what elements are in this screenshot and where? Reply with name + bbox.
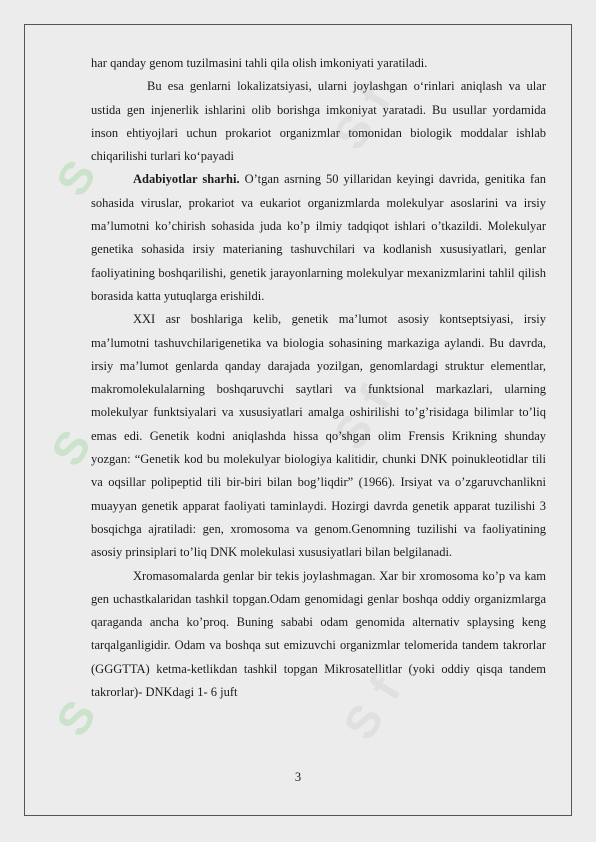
watermark-mark: S f [323, 75, 402, 159]
section-heading: Adabiyotlar sharhi. [133, 172, 240, 187]
document-body [91, 52, 546, 704]
watermark-mark: S [45, 149, 108, 205]
paragraph: Xromasomalarda genlar bir tekis joylashmagan. Xar bir xromosoma ko’p va kam gen uchastkalaridan tashkil topgan.Odam genomidagi genlar boshqa oddiy organizmlarga qaraganda ancha ko’proq. Buning sababi odam genomida alternativ splaysing keng tarqalganligidir. Odam va boshqa sut emizuvchi organizmlar telomerida tandem takrorlar (GGGTTA) ketma-ketlikdan tashkil topgan Mikrosatellitlar (yoki oddiy qisqa tandem takrorlar)- DNKdagi 1- 6 juft [91, 568, 546, 700]
page-number: 3 [294, 770, 302, 784]
paragraph: har qanday genom tuzilmasini tahli qila olish imkoniyati yaratiladi. [91, 56, 428, 70]
watermark-mark: S [40, 419, 103, 475]
watermark-mark: S [45, 689, 108, 745]
watermark-mark: S f [333, 665, 412, 749]
paragraph: XXI asr boshlariga kelib, genetik ma’lumot asosiy kontseptsiyasi, irsiy ma’lumotni tashuvchilarigenetika va biologia sohasining markaziga aylandi. Bu davrda, irsiy ma’lumot genlarda qanday darajada yozilgan, genomlardagi struktur elementlar, makromolekulalarning boshqaruvchi saytlari va funktsional markazlari, ularning molekulyar funktsiyalari va xususiyatlari amalga oshirilishi to’g’risidaga bilimlar to’liq emas edi. Genetik kodni aniqlashda hissa qo’shgan olim Frensis Krikning shunday yozgan: “Genetik kod bu molekulyar biologiya kalitidir, chunki DNK poinukleotidlar tili va oqsillar polipeptid tili bir-biri bilan bog’liqdir” (1966). Irsiyat va o’zgaruvchanlikni muayyan genetik apparat faoliyati taminlaydi. Hozirgi davrda genetik apparat tuzilishi 3 bosqichga ajratiladi: gen, xromosoma va genom.Genomning tuzilishi va faoliyatining asosiy prinsiplari to’liq DNK molekulasi xususiyatlari bilan belgilanadi. [91, 312, 546, 560]
paragraph: Bu esa genlarni lokalizatsiyasi, ularni joylashgan o‘rinlari aniqlash va ular ustida gen injenerlik ishlarini olib borishga imkoniyat yaratadi. Bu usullar yordamida inson ehtiyojlari uchun prokariot organizmlar tomonidan biologik moddalar ishlab chiqarilishi turlari ko‘payadi [91, 79, 546, 164]
paragraph-text: O’tgan asrning 50 yillaridan keyingi davrida, genitika fan sohasida viruslar, prokariot va eukariot organizmlarda molekulyar asoslarini va irsiy ma’lumotni ko’chirish sohasida juda ko’p ilmiy tadqiqot ishlari o’tkazildi. Molekulyar genetika sohasida irsiy materianing tashuvchilari va kodlanish xususiyatlari, genlar faoliyatining boshqarilishi, genetik jarayonlarning molekulyar mexanizmlarini tahlil qilish borasida katta yutuqlarga erishildi. [91, 172, 546, 303]
watermark-mark: S f [323, 375, 402, 459]
paragraph [91, 168, 546, 308]
